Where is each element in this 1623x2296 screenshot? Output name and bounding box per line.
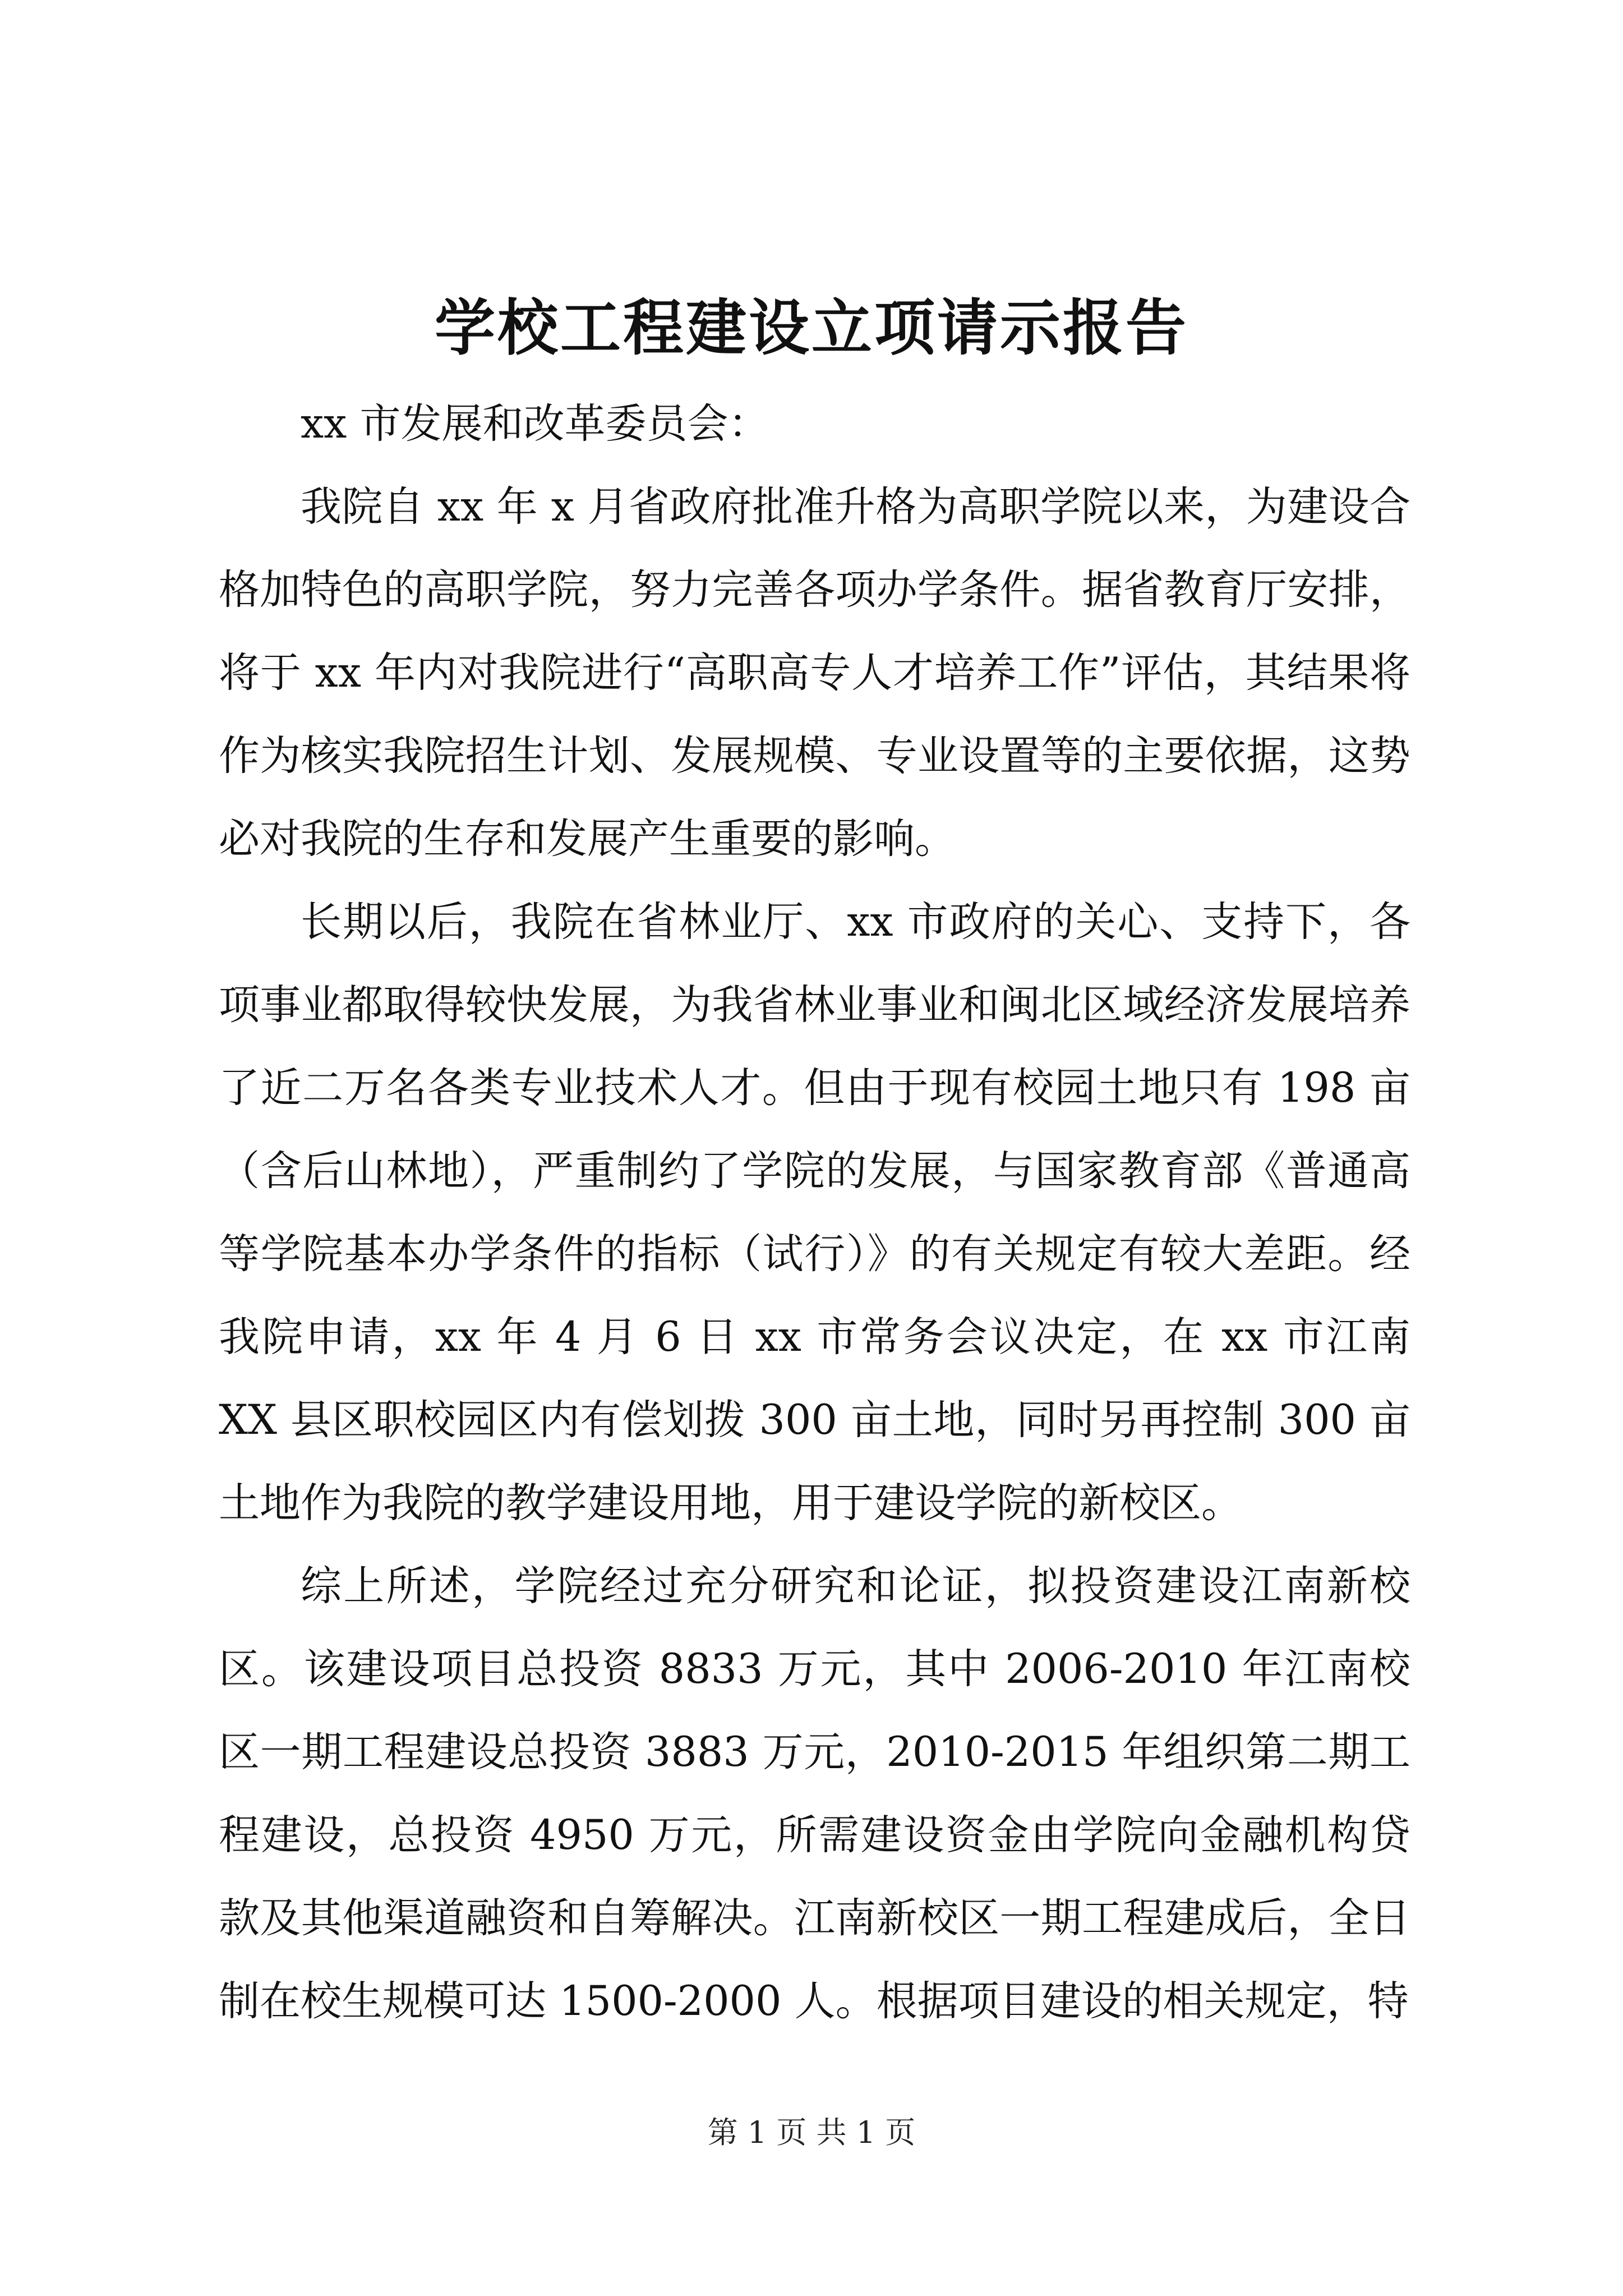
document-body <box>219 383 1410 2043</box>
page-footer: 第 1 页 共 1 页 <box>707 2115 916 2150</box>
document-title: 学校工程建设立项请示报告 <box>434 293 1188 364</box>
paragraph-1: 我院自 xx 年 x 月省政府批准升格为高职学院以来，为建设合格加特色的高职学院，努力完善各项办学条件。据省教育厅安排，将于 xx 年内对我院进行“高职高专人才培养工作”评估，其结果将作为核实我院招生计划、发展规模、专业设置等的主要依据，这势必对我院的生存和发展产生重要的影响。 <box>219 483 1410 863</box>
paragraph-2: 长期以后，我院在省林业厅、xx 市政府的关心、支持下，各项事业都取得较快发展，为我省林业事业和闽北区域经济发展培养了近二万名各类专业技术人才。但由于现有校园土地只有 198 亩（含后山林地），严重制约了学院的发展，与国家教育部《普通高等学院基本办学条件的指标（试行）》的有关规定有较大差距。经我院申请，xx 年 4 月 6 日 xx 市常务会议决定，在 xx 市江南 XX 县区职校园区内有偿划拨 300 亩土地，同时另再控制 300 亩土地作为我院的教学建设用地，用于建设学院的新校区。 <box>219 898 1410 1527</box>
salutation: xx 市发展和改革委员会： <box>301 400 769 448</box>
paragraph-3: 综上所述，学院经过充分研究和论证，拟投资建设江南新校区。该建设项目总投资 8833 万元，其中 2006-2010 年江南校区一期工程建设总投资 3883 万元，2010-2015 年组织第二期工程建设，总投资 4950 万元，所需建设资金由学院向金融机构贷款及其他渠道融资和自筹解决。江南新校区一期工程建成后，全日制在校生规模可达 1500-2000 人。根据项目建设的相关规定，特 <box>219 1562 1410 2025</box>
